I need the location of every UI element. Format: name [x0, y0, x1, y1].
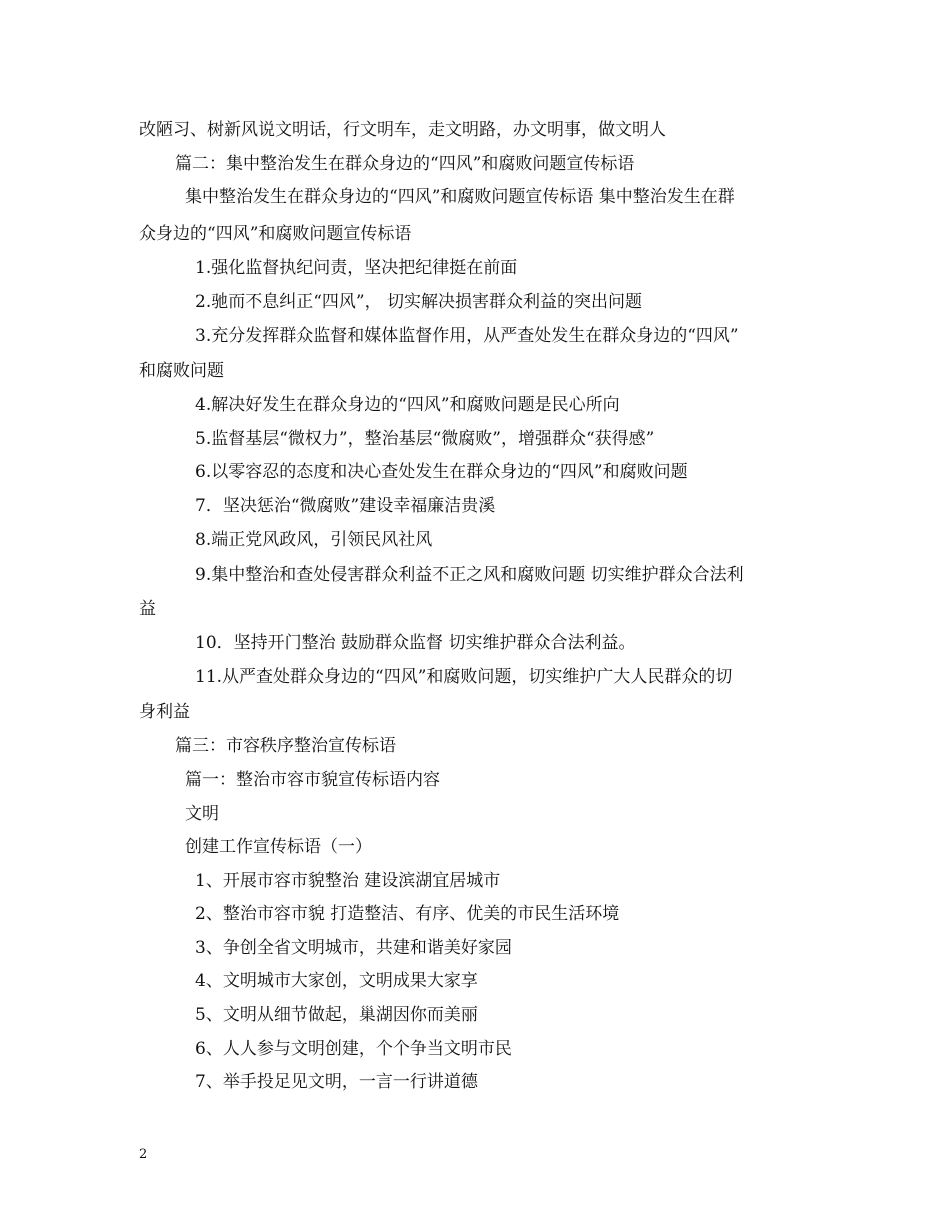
text-line: 和腐败问题	[139, 361, 224, 381]
sub-heading: 创建工作宣传标语（一）	[185, 837, 372, 857]
list-item: 6、人人参与文明创建，个个争当文明市民	[195, 1039, 512, 1059]
text-line: 益	[139, 599, 156, 619]
list-item: 9.集中整治和查处侵害群众利益不正之风和腐败问题 切实维护群众合法利	[195, 565, 744, 585]
list-item: 4、文明城市大家创，文明成果大家享	[195, 971, 478, 991]
list-item: 1、开展市容市貌整治 建设滨湖宜居城市	[195, 871, 501, 891]
text-line: 集中整治发生在群众身边的“四风”和腐败问题宣传标语 集中整治发生在群	[185, 187, 735, 207]
list-item: 1.强化监督执纪问责，坚决把纪律挺在前面	[195, 258, 518, 278]
list-item: 5、文明从细节做起，巢湖因你而美丽	[195, 1005, 478, 1025]
list-item: 5.监督基层“微权力”，整治基层“微腐败”，增强群众“获得感”	[195, 429, 655, 449]
section-heading: 篇三：市容秩序整治宣传标语	[175, 736, 396, 756]
list-item: 3、争创全省文明城市，共建和谐美好家园	[195, 938, 512, 958]
section-heading: 篇二：集中整治发生在群众身边的“四风”和腐败问题宣传标语	[175, 154, 635, 174]
sub-heading: 篇一：整治市容市貌宣传标语内容	[185, 770, 440, 790]
text-line: 改陋习、树新风说文明话，行文明车，走文明路，办文明事，做文明人	[139, 120, 666, 140]
list-item: 2.驰而不息纠正“四风”， 切实解决损害群众利益的突出问题	[195, 292, 643, 312]
list-item: 11.从严查处群众身边的“四风”和腐败问题，切实维护广大人民群众的切	[195, 667, 733, 687]
list-item: 7．坚决惩治“微腐败”建设幸福廉洁贵溪	[195, 496, 496, 516]
text-line: 文明	[185, 804, 219, 824]
page-number: 2	[139, 1147, 148, 1162]
list-item: 4.解决好发生在群众身边的“四风”和腐败问题是民心所向	[195, 395, 620, 415]
list-item: 7、举手投足见文明，一言一行讲道德	[195, 1072, 478, 1092]
list-item: 10．坚持开门整治 鼓励群众监督 切实维护群众合法利益。	[195, 633, 636, 653]
text-line: 众身边的“四风”和腐败问题宣传标语	[139, 224, 412, 244]
text-line: 身利益	[139, 702, 190, 722]
list-item: 6.以零容忍的态度和决心查处发生在群众身边的“四风”和腐败问题	[195, 462, 688, 482]
list-item: 8.端正党风政风，引领民风社风	[195, 530, 433, 550]
list-item: 2、整治市容市貌 打造整洁、有序、优美的市民生活环境	[195, 904, 620, 924]
list-item: 3.充分发挥群众监督和媒体监督作用，从严查处发生在群众身边的“四风”	[195, 326, 739, 346]
